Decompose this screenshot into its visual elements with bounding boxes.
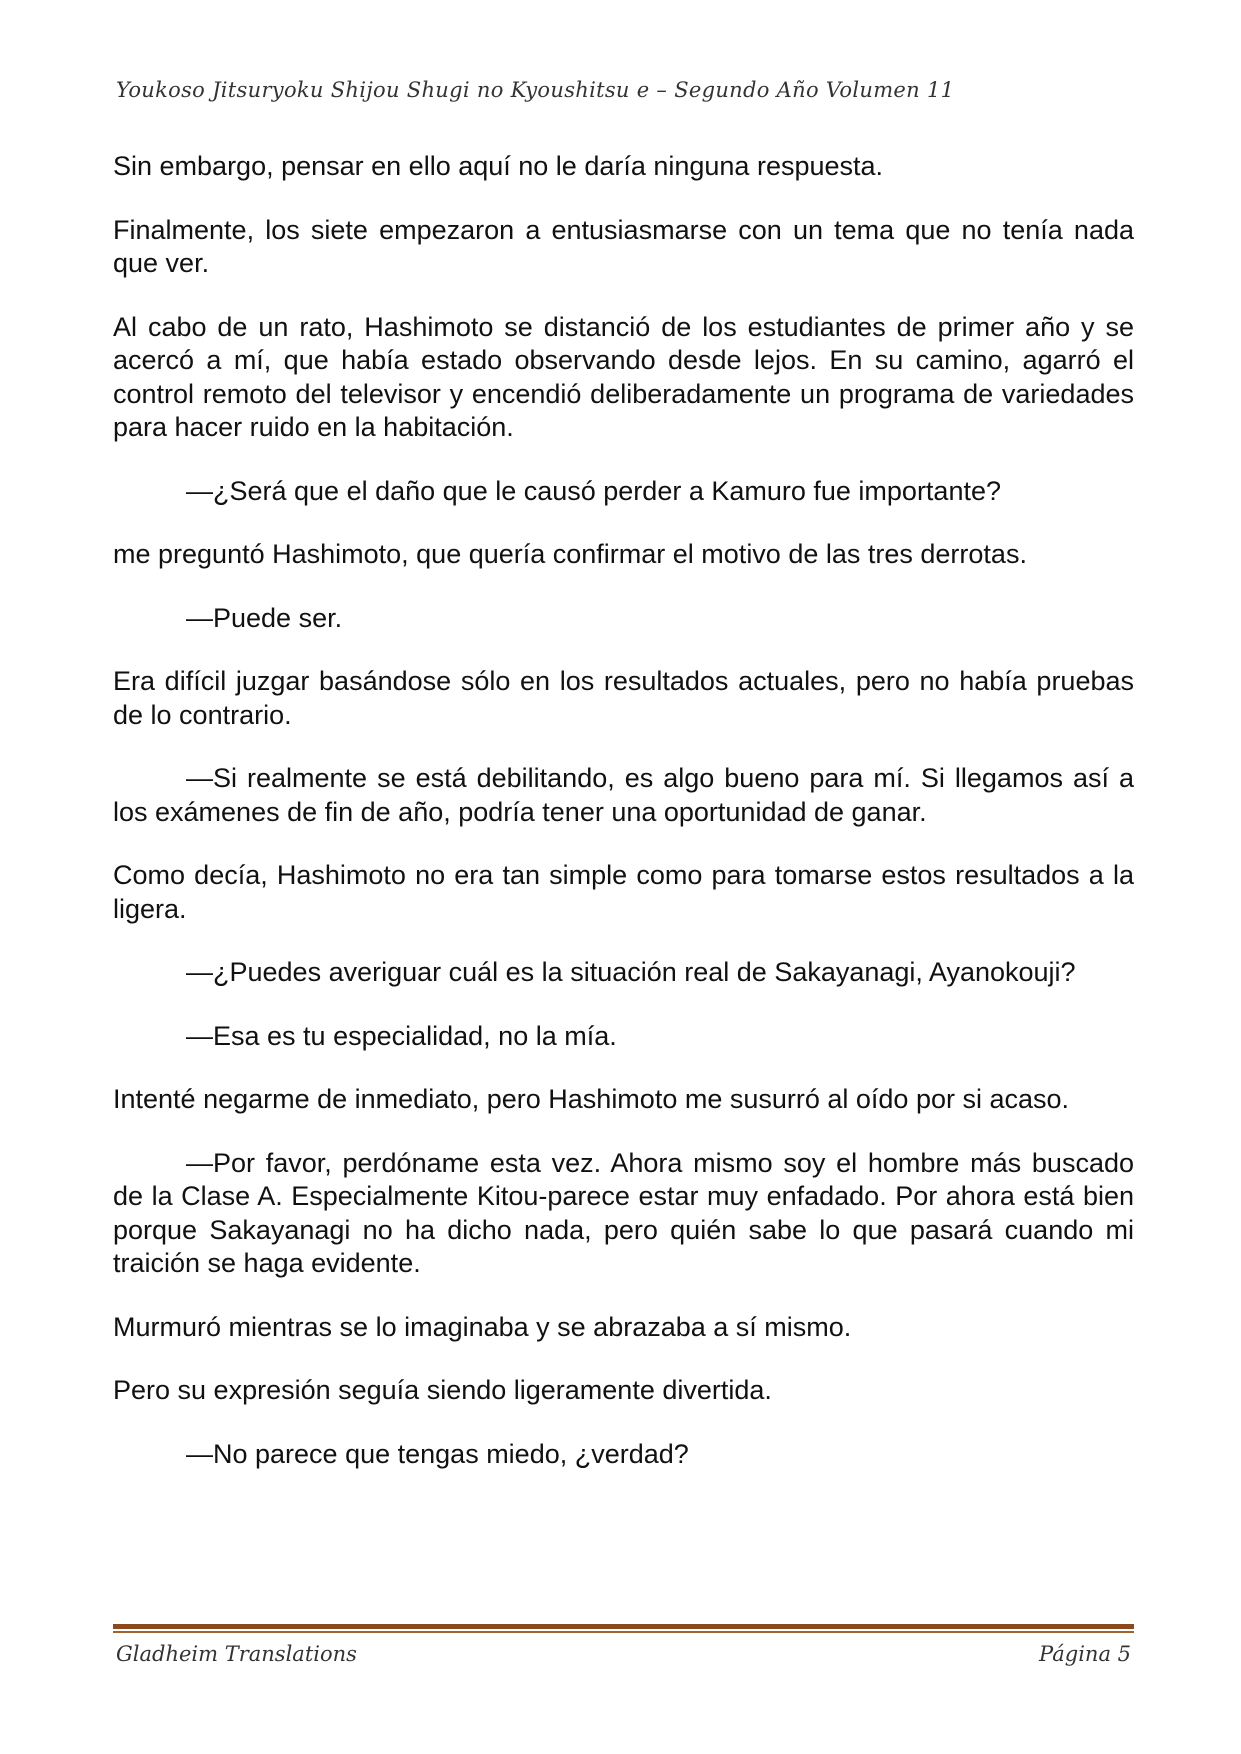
dialogue-paragraph: —Esa es tu especialidad, no la mía. [186, 1020, 617, 1051]
dialogue-paragraph: —Puede ser. [186, 602, 343, 633]
page-number: Página 5 [1039, 1642, 1131, 1666]
paragraph: Como decía, Hashimoto no era tan simple como para tomarse estos resultados a la ligera. [113, 860, 1134, 924]
footer-rule-thin [113, 1631, 1134, 1633]
dialogue-paragraph: —Si realmente se está debilitando, es algo bueno para mí. Si llegamos así a los exámenes de fin de año, podría tener una oportunidad de ganar. [113, 763, 1134, 827]
dialogue-paragraph: —Por favor, perdóname esta vez. Ahora mismo soy el hombre más buscado de la Clase A. Especialmente Kitou-parece estar muy enfadado. Por ahora está bien porque Sakayanagi no ha dicho nada, pero quién sabe lo que pasará cuando mi traición se haga evidente. [113, 1147, 1134, 1278]
paragraph: Murmuró mientras se lo imaginaba y se abrazaba a sí mismo. [113, 1311, 852, 1342]
paragraph: Pero su expresión seguía siendo ligeramente divertida. [113, 1375, 772, 1405]
dialogue-paragraph: —No parece que tengas miedo, ¿verdad? [186, 1438, 689, 1469]
dialogue-paragraph: —¿Será que el daño que le causó perder a Kamuro fue importante? [186, 475, 1001, 506]
dialogue-paragraph: —¿Puedes averiguar cuál es la situación real de Sakayanagi, Ayanokouji? [186, 957, 1076, 987]
paragraph: Sin embargo, pensar en ello aquí no le daría ninguna respuesta. [113, 151, 884, 181]
running-header: Youkoso Jitsuryoku Shijou Shugi no Kyoushitsu e – Segundo Año Volumen 11 [116, 78, 955, 102]
body-text [113, 150, 1134, 1501]
paragraph: Era difícil juzgar basándose sólo en los resultados actuales, pero no había pruebas de lo contrario. [113, 666, 1134, 730]
paragraph: Intenté negarme de inmediato, pero Hashimoto me susurró al oído por si acaso. [113, 1084, 1070, 1114]
footer-rule-thick [113, 1624, 1134, 1629]
paragraph: Finalmente, los siete empezaron a entusiasmarse con un tema que no tenía nada que ver. [113, 214, 1134, 278]
paragraph: me preguntó Hashimoto, que quería confirmar el motivo de las tres derrotas. [113, 539, 1027, 569]
paragraph: Al cabo de un rato, Hashimoto se distanció de los estudiantes de primer año y se acercó a mí, que había estado observando desde lejos. En su camino, agarró el control remoto del televisor y encendió deliberadamente un programa de variedades para hacer ruido en la habitación. [113, 311, 1134, 442]
footer-publisher: Gladheim Translations [116, 1642, 357, 1666]
